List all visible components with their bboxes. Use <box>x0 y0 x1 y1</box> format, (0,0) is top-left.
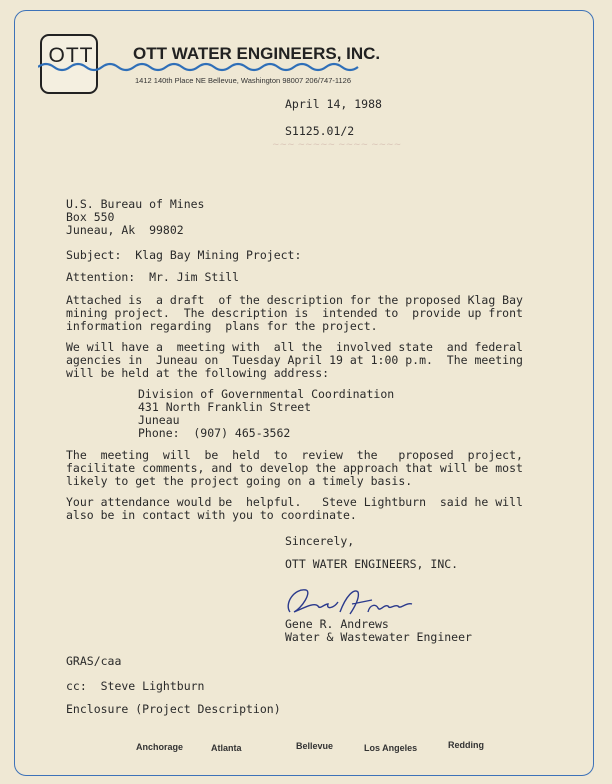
office-los-angeles: Los Angeles <box>364 743 418 753</box>
paragraph-attendance: Your attendance would be helpful. Steve Lightburn said he will also be in contact with you to coordinate. <box>66 495 523 522</box>
signature-firm: OTT WATER ENGINEERS, INC. <box>285 557 459 571</box>
attention-line: Attention: Mr. Jim Still <box>66 270 240 284</box>
reference-number: S1125.01/2 <box>285 124 355 138</box>
company-address: 1412 140th Place NE Bellevue, Washington 98007 206/747-1126 <box>135 76 351 85</box>
meeting-address: Division of Governmental Coordination 431 North Franklin Street Juneau Phone: (907) 465-3562 <box>138 387 395 440</box>
typist-initials: GRAS/caa <box>66 654 122 668</box>
paragraph-purpose: The meeting will be held to review the proposed project, facilitate comments, and to develop the approach that will be most likely to get the project going on a timely basis. <box>66 448 523 488</box>
enclosure-line: Enclosure (Project Description) <box>66 702 281 716</box>
office-atlanta: Atlanta <box>211 743 242 753</box>
closing: Sincerely, <box>285 534 355 548</box>
logo-text: OTT <box>48 44 94 67</box>
faint-pencil-marks: ~~~ ~~~~~ ~~~~ ~~~~ <box>272 140 402 150</box>
office-locations <box>130 740 510 756</box>
office-redding: Redding <box>448 740 484 750</box>
recipient-address: U.S. Bureau of Mines Box 550 Juneau, Ak 99802 <box>66 197 205 237</box>
signer-title: Water & Wastewater Engineer <box>285 630 472 644</box>
cc-line: cc: Steve Lightburn <box>66 679 205 693</box>
subject-line: Subject: Klag Bay Mining Project: <box>66 248 302 262</box>
handwritten-signature <box>280 582 420 622</box>
letter-date: April 14, 1988 <box>285 97 382 111</box>
signer-block <box>285 618 472 644</box>
company-name: OTT WATER ENGINEERS, INC. <box>133 44 381 63</box>
office-anchorage: Anchorage <box>136 742 184 752</box>
paragraph-intro: Attached is a draft of the description for the proposed Klag Bay mining project. The description is intended to provide up front information regarding plans for the project. <box>66 293 523 333</box>
signer-name: Gene R. Andrews <box>285 617 389 631</box>
office-bellevue: Bellevue <box>296 741 334 751</box>
paragraph-meeting: We will have a meeting with all the involved state and federal agencies in Juneau on Tuesday April 19 at 1:00 p.m. The meeting will be held at the following address: <box>66 340 523 380</box>
